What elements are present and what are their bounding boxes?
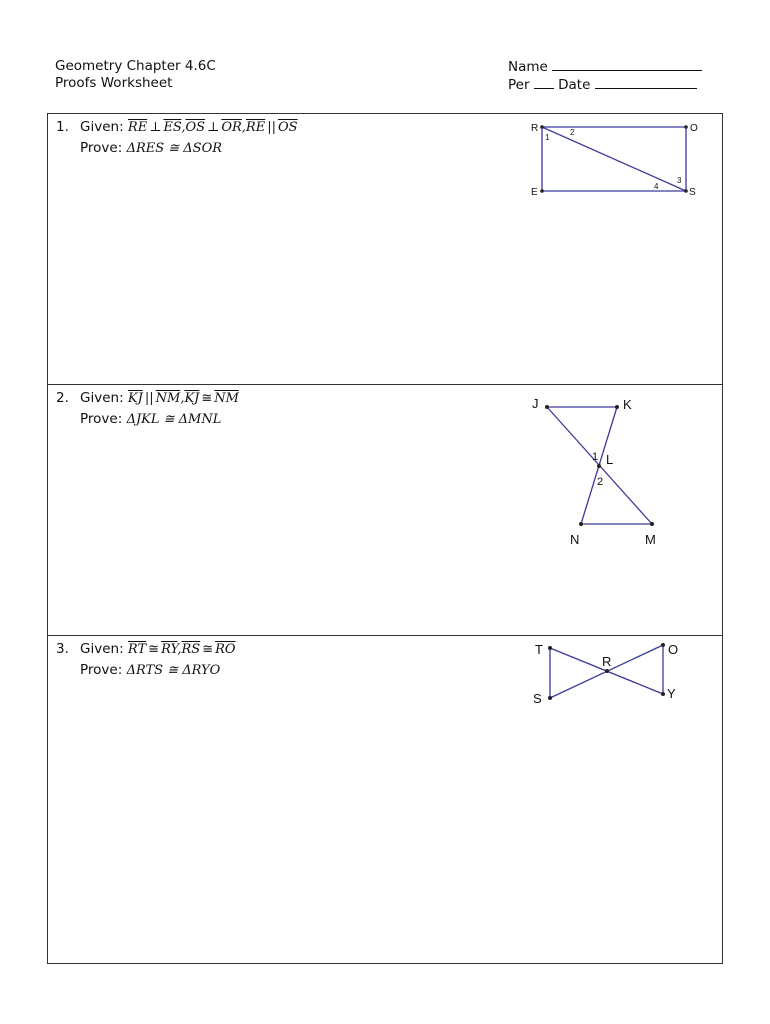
parallel-symbol: ||: [144, 391, 154, 406]
problem-1-prove: [56, 138, 298, 159]
per-blank[interactable]: [534, 76, 554, 89]
problem-2-given: [56, 388, 239, 409]
problem-1-box: [47, 113, 723, 385]
angle-label: 4: [654, 182, 659, 191]
worksheet-subtitle: Proofs Worksheet: [55, 75, 173, 91]
prove-statement: ΔRTS ≅ ΔRYO: [126, 663, 221, 678]
segment: $\overline{RO}$: [215, 642, 236, 657]
comma: ,: [241, 120, 246, 135]
segment: $\overline{RT}$: [127, 642, 147, 657]
date-label: Date: [558, 77, 591, 93]
comma: ,: [181, 120, 186, 135]
angle-label: 2: [570, 128, 575, 137]
point-label: R: [602, 654, 612, 669]
given-label: Given:: [80, 119, 124, 135]
problem-3-given: [56, 639, 236, 660]
point-label: M: [645, 532, 656, 547]
crossing-figure: [526, 640, 694, 706]
problem-1-given: [56, 117, 298, 138]
prove-label: Prove:: [80, 411, 123, 427]
segment: $\overline{ES}$: [163, 120, 182, 135]
name-row: [508, 58, 702, 76]
segment: $\overline{RE}$: [245, 120, 266, 135]
segment: $\overline{NM}$: [155, 391, 181, 406]
per-date-row: [508, 76, 702, 94]
problem-1-text: [56, 117, 298, 159]
segment: $\overline{KJ}$: [127, 391, 143, 406]
rectangle-figure: [530, 120, 700, 204]
worksheet-header: [55, 58, 216, 92]
prove-statement: ΔRES ≅ ΔSOR: [126, 141, 223, 156]
point-label: Y: [667, 686, 676, 701]
segment: $\overline{OS}$: [185, 120, 206, 135]
segment: $\overline{OR}$: [221, 120, 242, 135]
segment: $\overline{RS}$: [181, 642, 201, 657]
perpendicular-symbol: ⊥: [207, 120, 220, 135]
problem-number: 3.: [56, 641, 69, 657]
problem-number: 1.: [56, 119, 69, 135]
comma: ,: [180, 391, 185, 406]
problem-3-prove: [56, 660, 236, 681]
angle-label: 2: [597, 476, 604, 488]
name-blank[interactable]: [552, 58, 702, 71]
comma: ,: [177, 642, 182, 657]
angle-label: 1: [545, 133, 550, 142]
given-label: Given:: [80, 390, 124, 406]
problem-2-prove: [56, 409, 239, 430]
worksheet-title: Geometry Chapter 4.6C: [55, 58, 216, 74]
date-blank[interactable]: [595, 76, 697, 89]
point-label: S: [689, 187, 696, 198]
student-info: [508, 58, 702, 94]
problem-2-text: [56, 388, 239, 430]
segment: $\overline{KJ}$: [184, 391, 200, 406]
congruent-symbol: ≅: [148, 642, 160, 657]
bowtie-figure: [526, 393, 686, 548]
point-label: O: [690, 123, 698, 134]
angle-label: 1: [592, 451, 599, 463]
point-label: R: [531, 123, 539, 134]
congruent-symbol: ≅: [202, 642, 214, 657]
segment: $\overline{RY}$: [161, 642, 178, 657]
segment: $\overline{RE}$: [127, 120, 148, 135]
point-label: L: [606, 452, 614, 467]
problem-number: 2.: [56, 390, 69, 406]
congruent-symbol: ≅: [201, 391, 213, 406]
point-label: N: [570, 532, 580, 547]
point-label: K: [623, 397, 632, 412]
problem-3-text: [56, 639, 236, 681]
prove-label: Prove:: [80, 140, 123, 156]
prove-label: Prove:: [80, 662, 123, 678]
point-label: O: [668, 642, 679, 657]
segment: $\overline{OS}$: [277, 120, 298, 135]
point-label: E: [531, 187, 538, 198]
prove-statement: ΔJKL ≅ ΔMNL: [126, 412, 222, 427]
point-label: T: [535, 642, 543, 657]
angle-label: 3: [677, 176, 682, 185]
problem-2-box: [47, 384, 723, 636]
point-label: J: [532, 396, 539, 411]
given-label: Given:: [80, 641, 124, 657]
name-label: Name: [508, 59, 548, 75]
segment: $\overline{NM}$: [214, 391, 239, 406]
parallel-symbol: ||: [267, 120, 276, 135]
perpendicular-symbol: ⊥: [149, 120, 162, 135]
point-label: S: [533, 691, 542, 706]
problem-3-box: [47, 635, 723, 964]
per-label: Per: [508, 77, 530, 93]
